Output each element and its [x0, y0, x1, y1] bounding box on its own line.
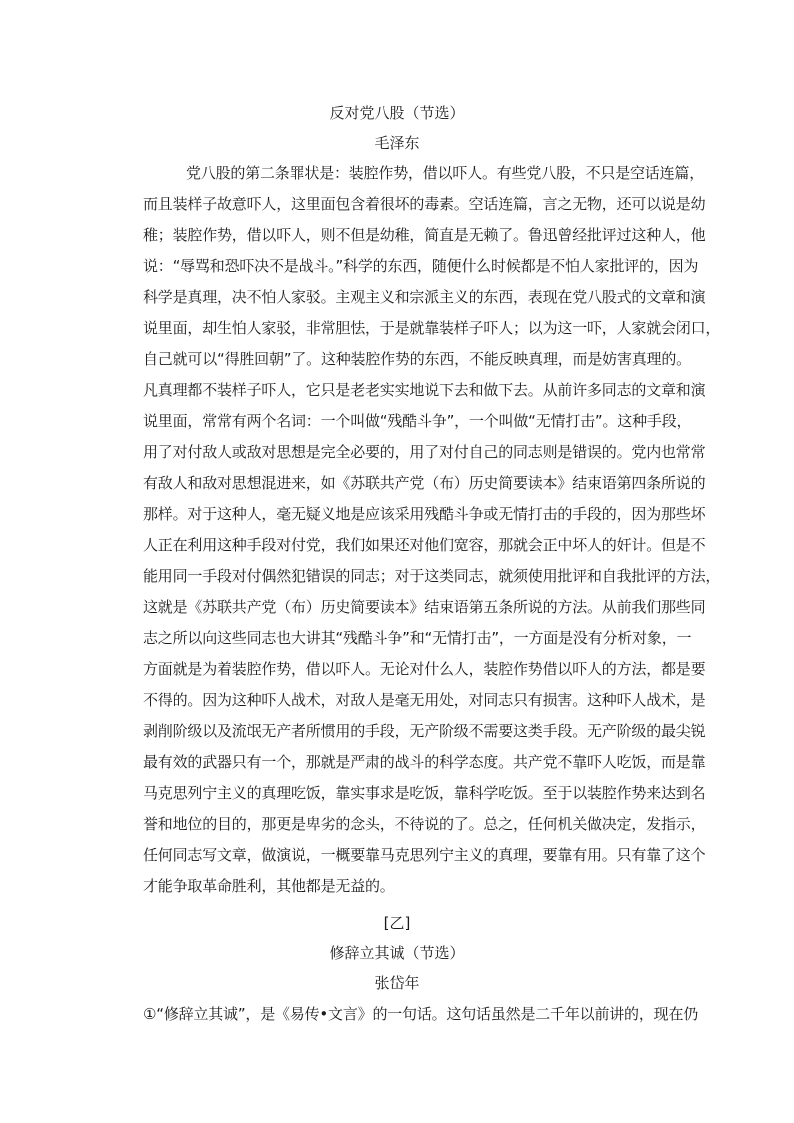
- paragraph-line: 说里面，却生怕人家驳，非常胆怯，于是就靠装样子吓人；以为这一吓，人家就会闭口，: [143, 319, 721, 337]
- paragraph-line: 说里面，常常有两个名词：一个叫做“残酷斗争”，一个叫做“无情打击”。这种手段，: [143, 412, 692, 430]
- article-a-author: 毛泽东: [374, 134, 420, 152]
- paragraph-line: 科学是真理，决不怕人家驳。主观主义和宗派主义的东西，表现在党八股式的文章和演: [143, 288, 706, 306]
- paragraph-line: 能用同一手段对付偶然犯错误的同志；对于这类同志，就须使用批评和自我批评的方法，: [143, 567, 721, 585]
- paragraph-line: ①“修辞立其诚”，是《易传•文言》的一句话。这句话虽然是二千年以前讲的，现在仍: [143, 1005, 699, 1023]
- paragraph-line: 自己就可以“得胜回朝”了。这种装腔作势的东西，不能反映真理，而是妨害真理的。: [143, 350, 691, 368]
- paragraph-line: 不得的。因为这种吓人战术，对敌人是毫无用处，对同志只有损害。这种吓人战术，是: [143, 691, 706, 709]
- paragraph-line: 马克思列宁主义的真理吃饭，靠实事求是吃饭，靠科学吃饭。至于以装腔作势来达到名: [143, 784, 706, 802]
- paragraph-line: 人正在利用这种手段对付党，我们如果还对他们宽容，那就会正中坏人的奸计。但是不: [143, 536, 706, 554]
- paragraph-line: 这就是《苏联共产党（布）历史简要读本》结束语第五条所说的方法。从前我们那些同: [143, 598, 706, 616]
- article-b-author: 张岱年: [374, 974, 420, 992]
- paragraph-line: 凡真理都不装样子吓人，它只是老老实实地说下去和做下去。从前许多同志的文章和演: [143, 381, 706, 399]
- paragraph-line: 党八股的第二条罪状是：装腔作势，借以吓人。有些党八股，不只是空话连篇，: [186, 164, 705, 182]
- paragraph-line: 任何同志写文章，做演说，一概要靠马克思列宁主义的真理，要靠有用。只有靠了这个: [143, 846, 706, 864]
- article-a-title: 反对党八股（节选）: [329, 104, 465, 122]
- paragraph-line: 誉和地位的目的，那更是卑劣的念头，不待说的了。总之，任何机关做决定，发指示，: [143, 815, 706, 833]
- paragraph-line: 说：“辱骂和恐吓决不是战斗。”科学的东西，随便什么时候都是不怕人家批评的，因为: [143, 257, 699, 275]
- article-b-title: 修辞立其诚（节选）: [329, 944, 465, 962]
- paragraph-line: 有敌人和敌对思想混进来，如《苏联共产党（布）历史简要读本》结束语第四条所说的: [143, 474, 706, 492]
- paragraph-line: 志之所以向这些同志也大讲其“残酷斗争”和“无情打击”，一方面是没有分析对象，一: [143, 629, 692, 647]
- paragraph-line: 那样。对于这种人，毫无疑义地是应该采用残酷斗争或无情打击的手段的，因为那些坏: [143, 505, 706, 523]
- paragraph-line: 方面就是为着装腔作势，借以吓人。无论对什么人，装腔作势借以吓人的方法，都是要: [143, 660, 706, 678]
- paragraph-line: 而且装样子故意吓人，这里面包含着很坏的毒素。空话连篇，言之无物，还可以说是幼: [143, 195, 706, 213]
- paragraph-line: 剥削阶级以及流氓无产者所惯用的手段，无产阶级不需要这类手段。无产阶级的最尖锐: [143, 722, 706, 740]
- paragraph-line: 最有效的武器只有一个，那就是严肃的战斗的科学态度。共产党不靠吓人吃饭，而是靠: [143, 753, 706, 771]
- paragraph-line: 稚；装腔作势，借以吓人，则不但是幼稚，简直是无赖了。鲁迅曾经批评过这种人，他: [143, 226, 706, 244]
- paragraph-line: 才能争取革命胜利，其他都是无益的。: [143, 877, 395, 895]
- paragraph-line: 用了对付敌人或敌对思想是完全必要的，用了对付自己的同志则是错误的。党内也常常: [143, 443, 706, 461]
- section-b-marker: [乙]: [383, 914, 411, 932]
